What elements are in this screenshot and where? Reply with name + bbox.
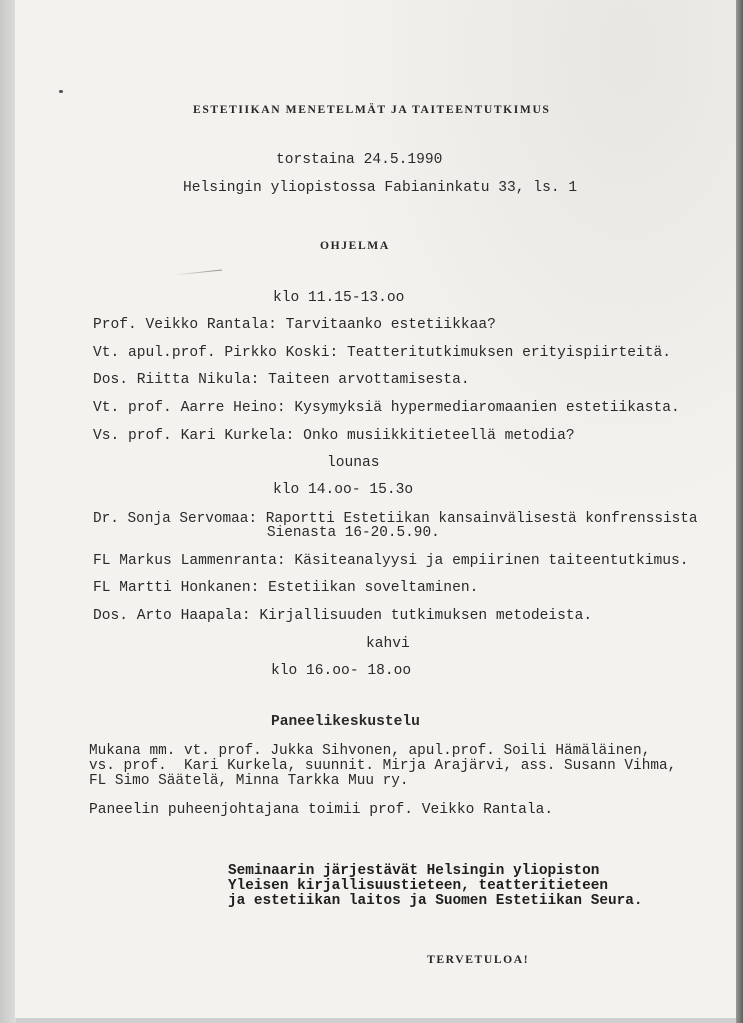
session2-time: klo 14.oo- 15.3o: [273, 482, 414, 498]
talk-item: Vs. prof. Kari Kurkela: Onko musiikkitieteellä metodia?: [93, 428, 575, 444]
session3-time: klo 16.oo- 18.oo: [271, 663, 412, 679]
panel-chair: Paneelin puheenjohtajana toimii prof. Veikko Rantala.: [89, 802, 554, 818]
lunch-break: lounas: [327, 455, 380, 471]
panel-heading: Paneelikeskustelu: [271, 714, 420, 730]
location-line: Helsingin yliopistossa Fabianinkatu 33, ls. 1: [183, 180, 578, 196]
paper-speck: [59, 90, 63, 93]
scan-border-right: [736, 0, 743, 1023]
welcome-text: TERVETULOA!: [427, 953, 530, 966]
coffee-break: kahvi: [366, 636, 410, 652]
panel-participants-line: Mukana mm. vt. prof. Jukka Sihvonen, apul.prof. Soili Hämäläinen,: [89, 743, 651, 759]
panel-participants-line: vs. prof. Kari Kurkela, suunnit. Mirja Arajärvi, ass. Susann Vihma,: [89, 758, 677, 774]
organizers-line: Yleisen kirjallisuustieteen, teatteritieteen: [228, 878, 608, 894]
talk-item: FL Martti Honkanen: Estetiikan soveltaminen.: [93, 580, 479, 596]
talk-item: FL Markus Lammenranta: Käsiteanalyysi ja empiirinen taiteentutkimus.: [93, 553, 689, 569]
talk-item: Dos. Riitta Nikula: Taiteen arvottamisesta.: [93, 372, 470, 388]
program-heading: OHJELMA: [320, 239, 390, 252]
organizers-line: ja estetiikan laitos ja Suomen Estetiikan Seura.: [228, 893, 643, 909]
talk-item: Vt. prof. Aarre Heino: Kysymyksiä hypermediaromaanien estetiikasta.: [93, 400, 680, 416]
talk-item: Dos. Arto Haapala: Kirjallisuuden tutkimuksen metodeista.: [93, 608, 593, 624]
panel-participants-line: FL Simo Säätelä, Minna Tarkka Muu ry.: [89, 773, 409, 789]
organizers-line: Seminaarin järjestävät Helsingin yliopiston: [228, 863, 600, 879]
session1-time: klo 11.15-13.oo: [273, 290, 405, 306]
talk-item: Prof. Veikko Rantala: Tarvitaanko estetiikkaa?: [93, 317, 496, 333]
document-title: ESTETIIKAN MENETELMÄT JA TAITEENTUTKIMUS: [193, 103, 551, 116]
talk-item-continuation: Sienasta 16-20.5.90.: [267, 525, 440, 541]
date-line: torstaina 24.5.1990: [276, 152, 443, 168]
talk-item: Dr. Sonja Servomaa: Raportti Estetiikan kansainvälisestä konfrenssista: [93, 511, 698, 527]
scan-border-left: [0, 0, 16, 1023]
talk-item: Vt. apul.prof. Pirkko Koski: Teatteritutkimuksen erityispiirteitä.: [93, 345, 672, 361]
